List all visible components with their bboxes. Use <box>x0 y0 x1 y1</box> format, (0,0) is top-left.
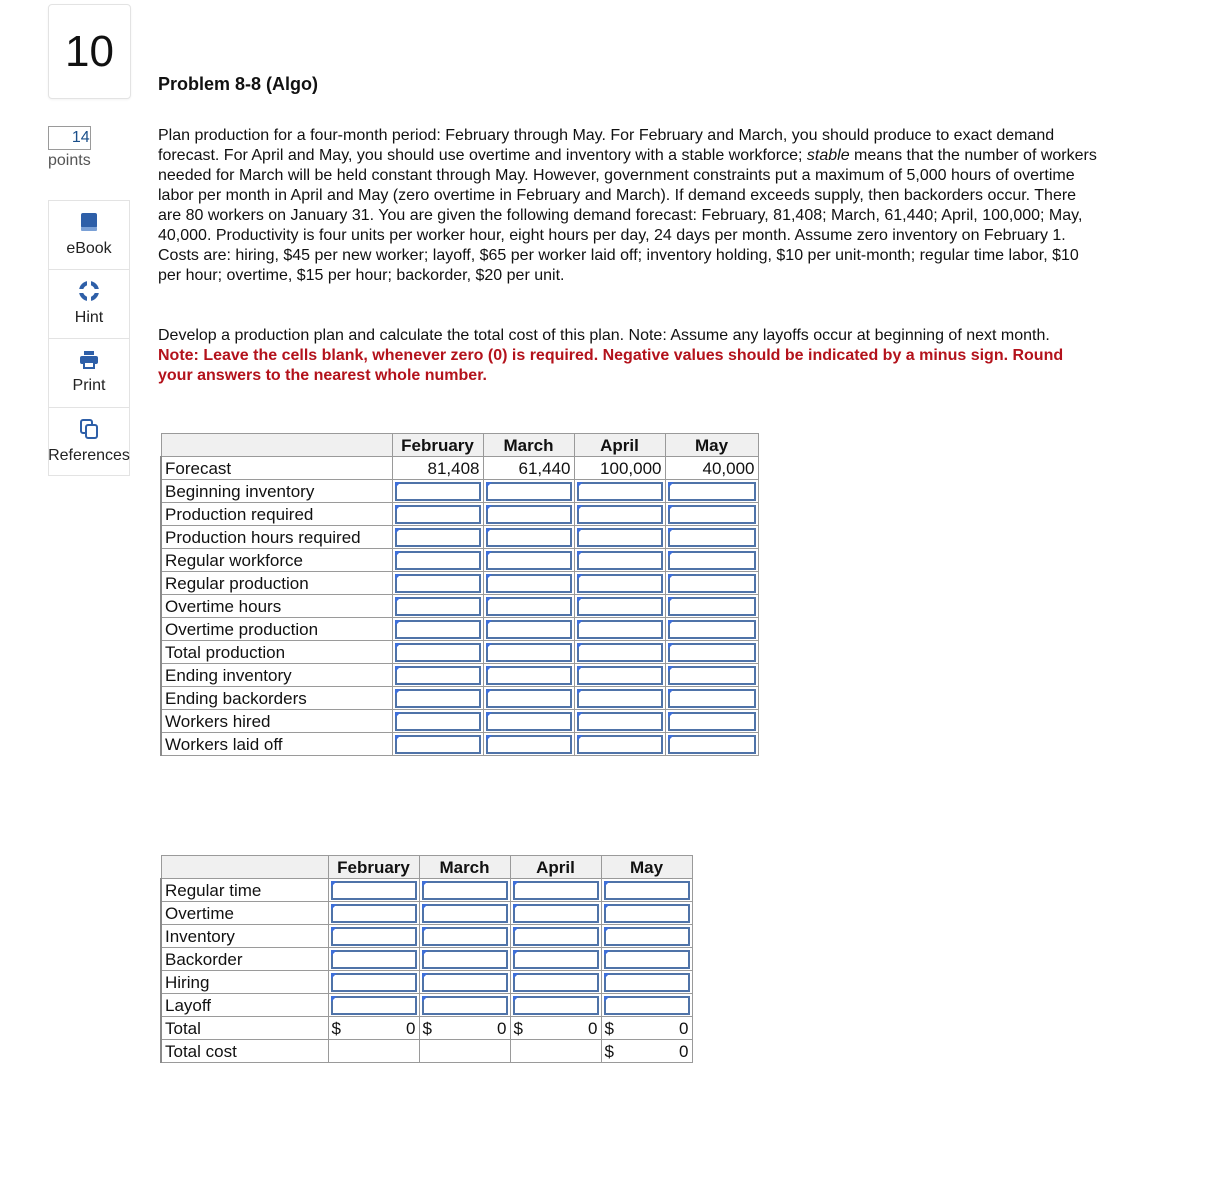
answer-input[interactable] <box>395 574 481 593</box>
row-label: Regular production <box>161 572 392 595</box>
total-cost-cell <box>601 1040 692 1063</box>
table-row <box>161 902 692 925</box>
answer-input[interactable] <box>668 597 756 616</box>
cost-input[interactable] <box>422 996 508 1015</box>
note-text: Note: Leave the cells blank, whenever zero (0) is required. Negative values should be indicated by a minus sign. Round your answers to the nearest whole number. <box>158 347 1064 384</box>
answer-input[interactable] <box>486 528 572 547</box>
answer-input[interactable] <box>668 735 756 754</box>
answer-input[interactable] <box>668 505 756 524</box>
answer-input[interactable] <box>486 551 572 570</box>
answer-input[interactable] <box>486 689 572 708</box>
answer-input[interactable] <box>395 528 481 547</box>
total-cost-label: Total cost <box>161 1040 328 1063</box>
answer-input[interactable] <box>486 574 572 593</box>
problem-description <box>158 126 1098 286</box>
answer-input[interactable] <box>668 712 756 731</box>
lifebuoy-icon <box>79 281 99 301</box>
currency-symbol: $ <box>604 1041 614 1061</box>
table-corner <box>161 856 328 879</box>
total-cost-value: 0 <box>679 1041 689 1061</box>
table-row <box>161 1017 692 1040</box>
total-cell <box>510 1017 601 1040</box>
table-row <box>161 526 758 549</box>
row-label: Overtime production <box>161 618 392 641</box>
answer-input[interactable] <box>668 551 756 570</box>
answer-input[interactable] <box>577 528 663 547</box>
answer-input[interactable] <box>668 482 756 501</box>
currency-symbol: $ <box>513 1018 523 1038</box>
printer-icon <box>79 351 99 369</box>
table-corner <box>161 434 392 457</box>
forecast-value: 40,000 <box>665 457 758 480</box>
answer-input[interactable] <box>395 620 481 639</box>
answer-input[interactable] <box>395 735 481 754</box>
cost-input[interactable] <box>331 950 417 969</box>
desc-part-b: means that the number of workers needed for March will be held constant through May. However, government constraints put a maximum of 5,000 hours of overtime labor per month in April and May (zero overtime in February and March). If demand exceeds supply, then backorders occur. There are 80 workers on January 31. You are given the following demand forecast: February, 81,408; March, 61,440; April, 100,000; May, 40,000. Productivity is four units per worker hour, eight hours per day, 24 days per month. Assume zero inventory on February 1. Costs are: hiring, $45 per new worker; layoff, $65 per worker laid off; inventory holding, $10 per unit-month; regular time labor, $10 per hour; overtime, $15 per hour; backorder, $20 per unit. <box>158 147 1097 284</box>
table-row <box>161 549 758 572</box>
cost-input[interactable] <box>513 973 599 992</box>
print-button[interactable] <box>48 338 130 407</box>
table-row <box>161 710 758 733</box>
table-row <box>161 879 692 902</box>
answer-input[interactable] <box>577 551 663 570</box>
row-label: Regular time <box>161 879 328 902</box>
total-value: 0 <box>588 1018 598 1038</box>
cost-input[interactable] <box>331 996 417 1015</box>
table-row <box>161 1040 692 1063</box>
references-button[interactable] <box>48 407 130 476</box>
row-label: Beginning inventory <box>161 480 392 503</box>
answer-input[interactable] <box>395 551 481 570</box>
total-label: Total <box>161 1017 328 1040</box>
question-number: 10 <box>48 4 131 99</box>
table-row <box>161 925 692 948</box>
row-label: Production hours required <box>161 526 392 549</box>
row-label: Production required <box>161 503 392 526</box>
row-label: Ending inventory <box>161 664 392 687</box>
cost-input[interactable] <box>422 927 508 946</box>
answer-input[interactable] <box>577 597 663 616</box>
cost-table <box>160 855 693 1063</box>
table-row <box>161 687 758 710</box>
hint-button[interactable] <box>48 269 130 338</box>
answer-input[interactable] <box>395 666 481 685</box>
answer-input[interactable] <box>668 666 756 685</box>
points-info <box>48 126 91 172</box>
cost-input[interactable] <box>422 881 508 900</box>
cost-input[interactable] <box>422 950 508 969</box>
answer-input[interactable] <box>577 712 663 731</box>
cost-input[interactable] <box>331 973 417 992</box>
cost-input[interactable] <box>422 973 508 992</box>
answer-input[interactable] <box>668 620 756 639</box>
table-row <box>161 595 758 618</box>
total-cell <box>601 1017 692 1040</box>
header-april: April <box>510 856 601 879</box>
currency-symbol: $ <box>422 1018 432 1038</box>
answer-input[interactable] <box>395 482 481 501</box>
points-label: points <box>48 152 91 169</box>
total-cell <box>419 1017 510 1040</box>
desc-part-a: Plan production for a four-month period: February through May. For February and March, you should produce to exact demand forecast. For April and May, you should use overtime and inventory with a stable workforce; <box>158 127 1055 164</box>
total-cell <box>328 1017 419 1040</box>
answer-input[interactable] <box>668 689 756 708</box>
row-label: Regular workforce <box>161 549 392 572</box>
total-value: 0 <box>497 1018 507 1038</box>
empty-cell <box>419 1040 510 1063</box>
currency-symbol: $ <box>331 1018 341 1038</box>
table-row <box>161 457 758 480</box>
cost-input[interactable] <box>604 996 690 1015</box>
problem-title: Problem 8-8 (Algo) <box>158 74 319 94</box>
row-label: Workers hired <box>161 710 392 733</box>
total-value: 0 <box>679 1018 689 1038</box>
hint-label: Hint <box>74 309 104 326</box>
row-label: Forecast <box>161 457 392 480</box>
ebook-label: eBook <box>66 240 112 257</box>
desc-italic: stable <box>806 147 850 164</box>
total-value: 0 <box>406 1018 416 1038</box>
table-row <box>161 994 692 1017</box>
answer-input[interactable] <box>395 643 481 662</box>
cost-input[interactable] <box>331 881 417 900</box>
cost-input[interactable] <box>604 927 690 946</box>
empty-cell <box>510 1040 601 1063</box>
answer-input[interactable] <box>577 666 663 685</box>
table-row <box>161 971 692 994</box>
answer-input[interactable] <box>486 505 572 524</box>
answer-input[interactable] <box>668 643 756 662</box>
cost-input[interactable] <box>513 881 599 900</box>
print-label: Print <box>72 377 106 394</box>
currency-symbol: $ <box>604 1018 614 1038</box>
cost-input[interactable] <box>422 904 508 923</box>
table-row <box>161 948 692 971</box>
answer-input[interactable] <box>668 574 756 593</box>
forecast-value: 81,408 <box>392 457 483 480</box>
cost-input[interactable] <box>513 996 599 1015</box>
empty-cell <box>328 1040 419 1063</box>
answer-input[interactable] <box>395 505 481 524</box>
cost-input[interactable] <box>513 950 599 969</box>
answer-input[interactable] <box>577 643 663 662</box>
table-row <box>161 503 758 526</box>
cost-input[interactable] <box>604 881 690 900</box>
answer-input[interactable] <box>577 482 663 501</box>
row-label: Total production <box>161 641 392 664</box>
answer-input[interactable] <box>577 505 663 524</box>
answer-input[interactable] <box>486 643 572 662</box>
references-label: References <box>48 446 130 464</box>
cost-input[interactable] <box>513 927 599 946</box>
row-label: Overtime hours <box>161 595 392 618</box>
answer-input[interactable] <box>577 620 663 639</box>
row-label: Inventory <box>161 925 328 948</box>
header-march: March <box>483 434 574 457</box>
header-february: February <box>392 434 483 457</box>
header-may: May <box>665 434 758 457</box>
header-february: February <box>328 856 419 879</box>
table-row <box>161 618 758 641</box>
forecast-value: 61,440 <box>483 457 574 480</box>
row-label: Overtime <box>161 902 328 925</box>
copy-icon <box>80 419 98 439</box>
row-label: Layoff <box>161 994 328 1017</box>
cost-input[interactable] <box>604 950 690 969</box>
table-row <box>161 480 758 503</box>
cost-input[interactable] <box>604 973 690 992</box>
table-row <box>161 641 758 664</box>
ebook-button[interactable] <box>48 200 130 269</box>
answer-input[interactable] <box>577 574 663 593</box>
answer-input[interactable] <box>486 620 572 639</box>
header-may: May <box>601 856 692 879</box>
table-row <box>161 733 758 756</box>
answer-input[interactable] <box>486 712 572 731</box>
table-row <box>161 664 758 687</box>
cost-input[interactable] <box>513 904 599 923</box>
header-april: April <box>574 434 665 457</box>
cost-input[interactable] <box>331 927 417 946</box>
cost-input[interactable] <box>331 904 417 923</box>
row-label: Workers laid off <box>161 733 392 756</box>
sidebar <box>48 200 130 476</box>
header-march: March <box>419 856 510 879</box>
row-label: Backorder <box>161 948 328 971</box>
points-value: 14 <box>48 126 91 150</box>
answer-input[interactable] <box>486 735 572 754</box>
answer-input[interactable] <box>668 528 756 547</box>
table-row <box>161 572 758 595</box>
row-label: Hiring <box>161 971 328 994</box>
forecast-value: 100,000 <box>574 457 665 480</box>
answer-input[interactable] <box>395 597 481 616</box>
answer-input[interactable] <box>577 689 663 708</box>
production-plan-table <box>160 433 759 756</box>
answer-input[interactable] <box>395 689 481 708</box>
row-label: Ending backorders <box>161 687 392 710</box>
answer-input[interactable] <box>486 597 572 616</box>
answer-input[interactable] <box>486 482 572 501</box>
answer-input[interactable] <box>577 735 663 754</box>
instructions-text: Develop a production plan and calculate the total cost of this plan. Note: Assume any layoffs occur at beginning of next month. <box>158 327 1050 344</box>
book-icon <box>80 212 98 232</box>
answer-input[interactable] <box>395 712 481 731</box>
answer-input[interactable] <box>486 666 572 685</box>
cost-input[interactable] <box>604 904 690 923</box>
instructions <box>158 326 1098 386</box>
